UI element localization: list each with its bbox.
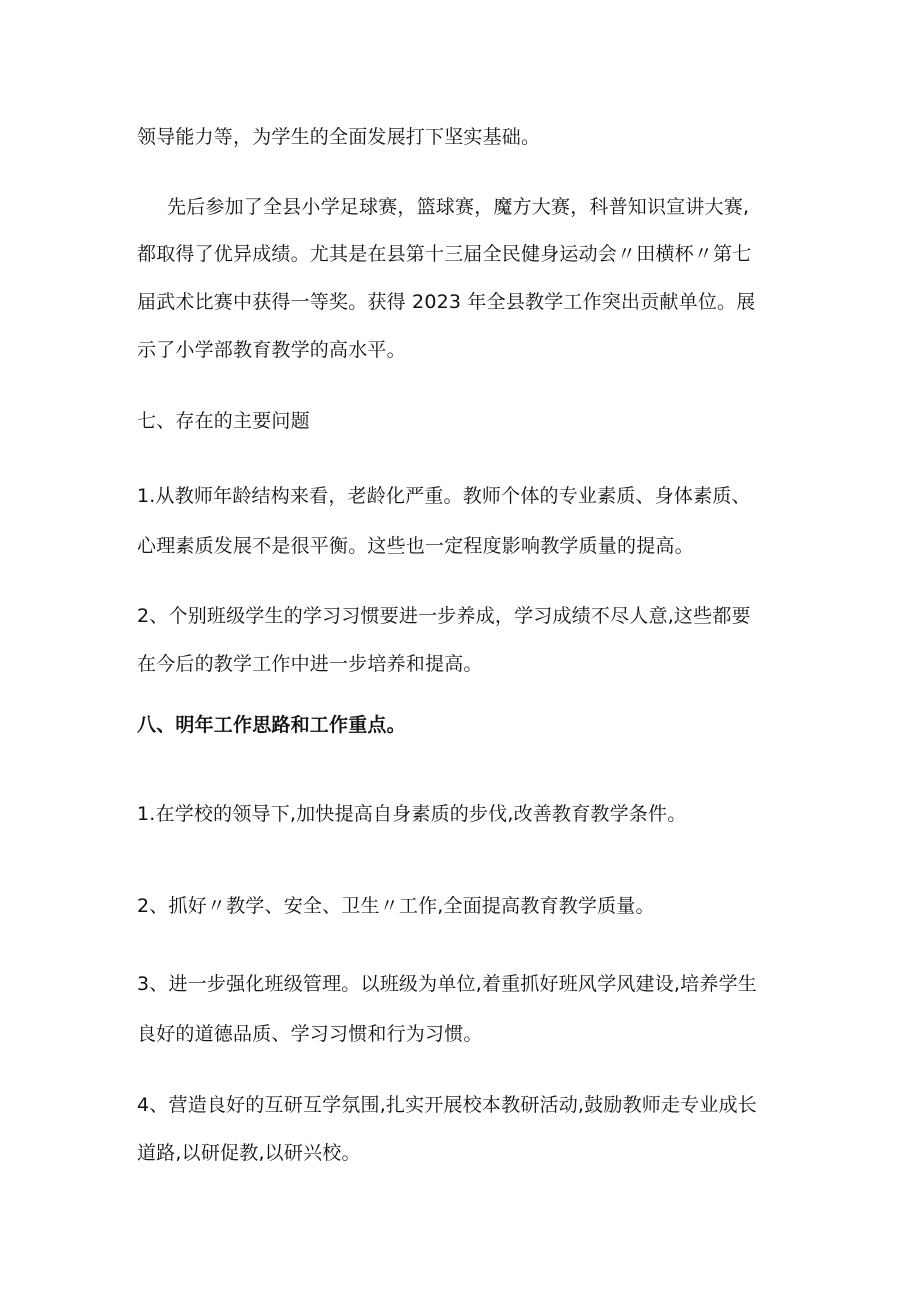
paragraph-line: 1.在学校的领导下,加快提高自身素质的步伐,改善教育教学条件。 bbox=[137, 803, 687, 825]
paragraph-line: 3、进一步强化班级管理。以班级为单位,着重抓好班风学风建设,培养学生 bbox=[137, 973, 757, 995]
paragraph-line: 届武术比赛中获得一等奖。获得 2023 年全县教学工作突出贡献单位。展 bbox=[137, 291, 756, 313]
paragraph-line: 2、抓好〃教学、安全、卫生〃工作,全面提高教育教学质量。 bbox=[137, 895, 655, 917]
section-heading: 七、存在的主要问题 bbox=[137, 410, 310, 432]
paragraph-line: 4、营造良好的互研互学氛围,扎实开展校本教研活动,鼓励教师走专业成长 bbox=[137, 1094, 757, 1116]
paragraph-line: 在今后的教学工作中进一步培养和提高。 bbox=[137, 653, 483, 675]
paragraph-line: 都取得了优异成绩。尤其是在县第十三届全民健身运动会〃田横杯〃第七 bbox=[137, 243, 752, 265]
paragraph-line: 心理素质发展不是很平衡。这些也一定程度影响教学质量的提高。 bbox=[137, 535, 694, 557]
paragraph-line: 良好的道德品质、学习习惯和行为习惯。 bbox=[137, 1023, 483, 1045]
paragraph-line: 示了小学部教育教学的高水平。 bbox=[137, 339, 406, 361]
paragraph-line: 道路,以研促教,以研兴校。 bbox=[137, 1142, 361, 1164]
paragraph-line: 2、个别班级学生的学习习惯要进一步养成，学习成绩不尽人意,这些都要 bbox=[137, 605, 751, 627]
paragraph-line: 领导能力等，为学生的全面发展打下坚实基础。 bbox=[137, 126, 541, 148]
section-heading: 八、明年工作思路和工作重点。 bbox=[137, 714, 406, 736]
paragraph-line: 1.从教师年龄结构来看，老龄化严重。教师个体的专业素质、身体素质、 bbox=[137, 485, 751, 507]
paragraph-line: 先后参加了全县小学足球赛，篮球赛，魔方大赛，科普知识宣讲大赛, bbox=[167, 196, 750, 218]
